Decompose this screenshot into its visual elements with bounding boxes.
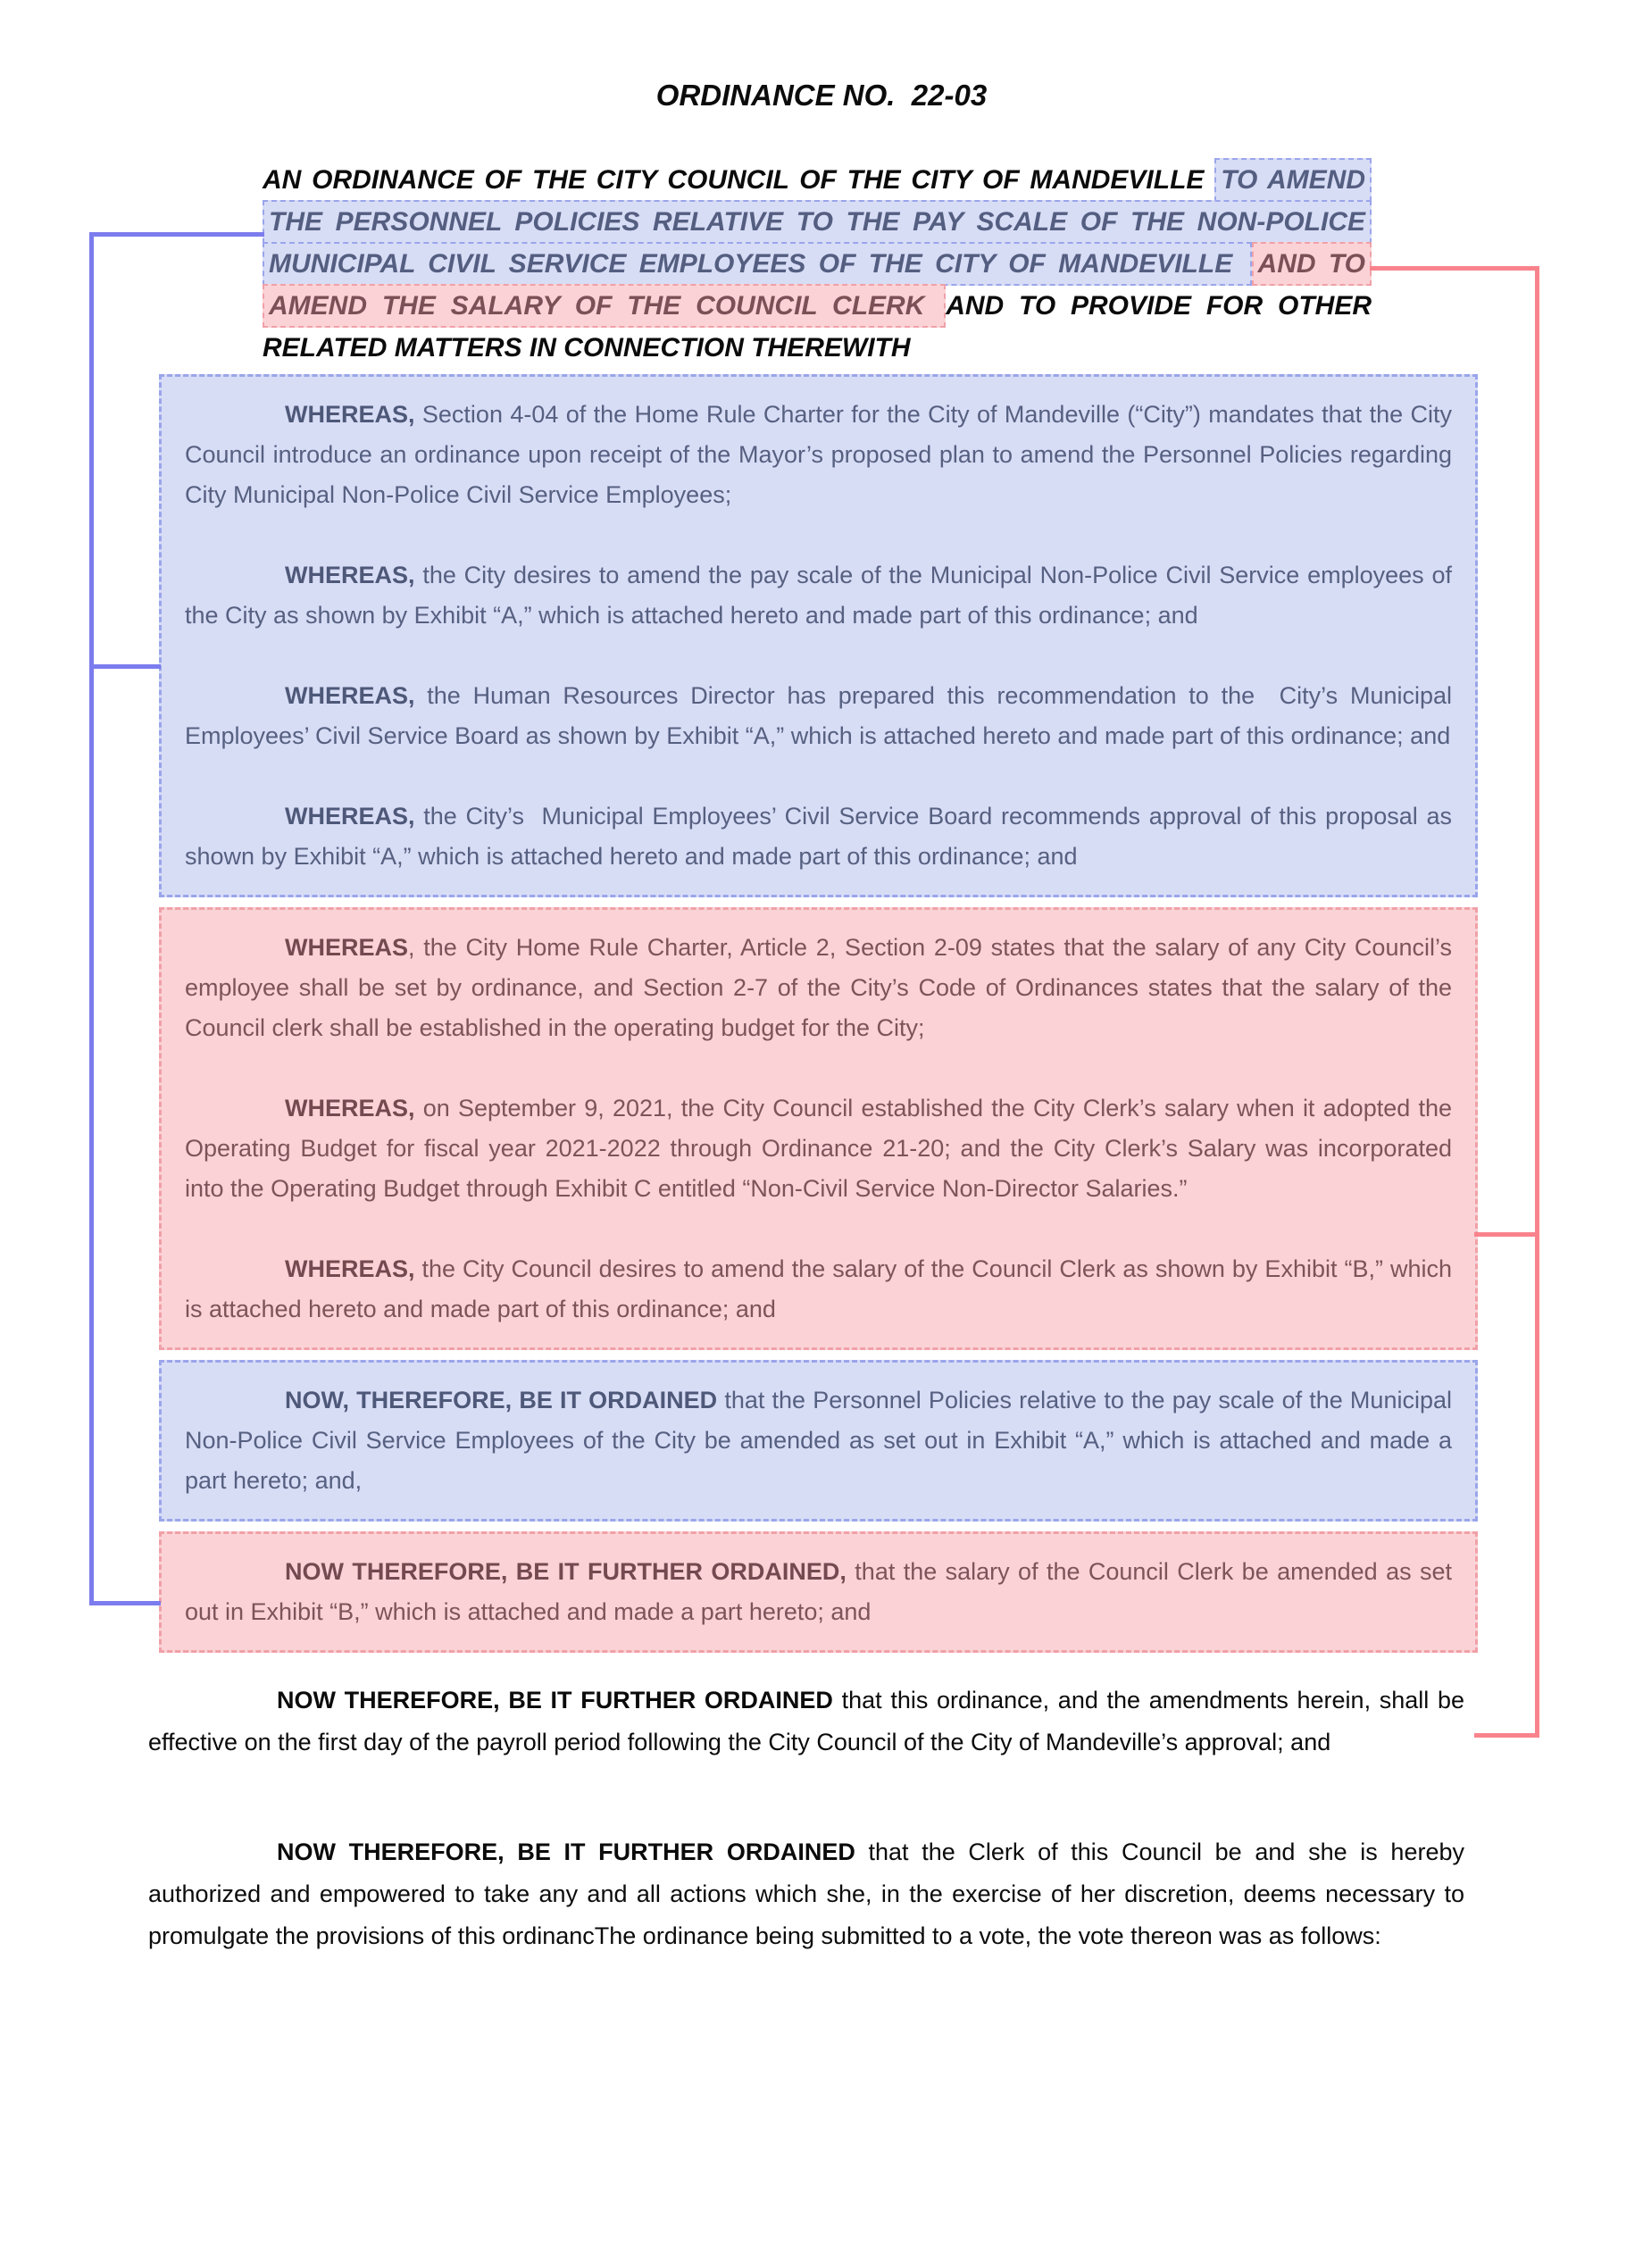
paragraph-text: that this ordinance, and the amendments herein, shall be effective on the first day of the payroll period following the City Council of the City of Mandeville’s approval; and bbox=[148, 1687, 1472, 1755]
whereas-paragraph bbox=[185, 676, 1459, 756]
paragraph-text: on September 9, 2021, the City Council established the City Clerk’s salary when it adopted the Operating Budget for fiscal year 2021-2022 through Ordinance 21-20; and the City Clerk’s Salary was incorporated into the Operating Budget through Exhibit C entitled “Non-Civil Service Non-Director Salaries.” bbox=[185, 1095, 1459, 1202]
document-body bbox=[159, 374, 1478, 1653]
paragraph-lead: NOW THEREFORE, BE IT FURTHER ORDAINED bbox=[277, 1687, 833, 1714]
paragraph-text: the City Council desires to amend the salary of the Council Clerk as shown by Exhibit “B,” which is attached hereto and made part of this ordinance; and bbox=[185, 1255, 1459, 1322]
whereas-paragraph bbox=[185, 928, 1459, 1048]
ordained-paragraph bbox=[185, 1552, 1459, 1632]
closing-section bbox=[148, 1680, 1472, 1957]
blue-bracket-vertical-line bbox=[89, 232, 94, 1605]
heading-line bbox=[263, 243, 1372, 285]
highlight-pink-segment: AND TO bbox=[1252, 242, 1372, 286]
paragraph-lead: NOW, THEREFORE, BE IT ORDAINED bbox=[285, 1387, 718, 1413]
closing-paragraph bbox=[148, 1680, 1472, 1764]
paragraph-lead: WHEREAS, bbox=[285, 562, 415, 588]
ordained-paragraph bbox=[185, 1380, 1459, 1501]
paragraph-text: the City desires to amend the pay scale of the Municipal Non-Police Civil Service employees of the City as shown by Exhibit “A,” which is attached hereto and made part of this ordinance; and bbox=[185, 562, 1459, 629]
heading-line bbox=[263, 327, 1372, 369]
red-bracket-vertical-line bbox=[1535, 266, 1539, 1738]
paragraph-text: , the City Home Rule Charter, Article 2, Section 2-09 states that the salary of any City Council’s employee shall be set by ordinance, and Section 2-7 of the City’s Code of Ordinances states that the salary of the Council clerk shall be established in the operating budget for the City; bbox=[185, 934, 1459, 1041]
heading-text-segment: RELATED MATTERS IN CONNECTION THEREWITH bbox=[263, 333, 911, 363]
ordinance-heading bbox=[263, 159, 1372, 369]
paragraph-text: the Human Resources Director has prepared this recommendation to the City’s Municipal Employees’ Civil Service Board as shown by Exhibit “A,” which is attached hereto and made part of this ordinance; and bbox=[185, 682, 1459, 749]
heading-text-segment: AN ORDINANCE OF THE CITY COUNCIL OF THE CITY OF MANDEVILLE bbox=[263, 165, 1215, 195]
paragraph-lead: WHEREAS, bbox=[285, 803, 415, 830]
paragraph-text: that the Personnel Policies relative to the pay scale of the Municipal Non-Police Civil Service Employees of the City be amended as set out in Exhibit “A,” which is attached and made a part hereto; and, bbox=[185, 1387, 1459, 1494]
blue-bracket-top-line bbox=[89, 232, 264, 237]
paragraph-lead: WHEREAS bbox=[285, 934, 409, 961]
blue-bracket-bottom-stub bbox=[89, 1601, 161, 1605]
whereas-paragraph bbox=[185, 1249, 1459, 1330]
whereas-block-pay-scale bbox=[159, 374, 1478, 897]
paragraph-lead: WHEREAS, bbox=[285, 401, 415, 428]
highlight-blue-segment: THE PERSONNEL POLICIES RELATIVE TO THE PAY SCALE OF THE NON-POLICE bbox=[263, 200, 1372, 244]
whereas-block-clerk-salary bbox=[159, 907, 1478, 1350]
paragraph-lead: WHEREAS, bbox=[285, 682, 415, 709]
heading-line bbox=[263, 159, 1372, 201]
highlight-pink-segment: AMEND THE SALARY OF THE COUNCIL CLERK bbox=[263, 284, 946, 328]
whereas-paragraph bbox=[185, 796, 1459, 877]
whereas-paragraph bbox=[185, 395, 1459, 515]
highlight-blue-segment: TO AMEND bbox=[1214, 158, 1372, 202]
heading-line bbox=[263, 285, 1372, 327]
paragraph-lead: NOW THEREFORE, BE IT FURTHER ORDAINED, bbox=[285, 1558, 847, 1585]
red-bracket-bottom-stub bbox=[1474, 1733, 1537, 1738]
ordained-block-pay-scale bbox=[159, 1360, 1478, 1522]
paragraph-lead: NOW THEREFORE, BE IT FURTHER ORDAINED bbox=[277, 1839, 855, 1865]
paragraph-lead: WHEREAS, bbox=[285, 1095, 415, 1121]
closing-paragraph bbox=[148, 1831, 1472, 1957]
paragraph-text: that the Clerk of this Council be and she is hereby authorized and empowered to take any and all actions which she, in the exercise of her discretion, deems necessary to promulgate the provisions of this ordinancThe ordinance being submitted to a vote, the vote thereon was as follows: bbox=[148, 1839, 1472, 1949]
paragraph-text: that the salary of the Council Clerk be amended as set out in Exhibit “B,” which is attached and made a part hereto; and bbox=[185, 1558, 1459, 1625]
ordained-block-clerk-salary bbox=[159, 1531, 1478, 1653]
paragraph-lead: WHEREAS, bbox=[285, 1255, 415, 1282]
ordinance-title: ORDINANCE NO. 22-03 bbox=[655, 79, 988, 112]
highlight-blue-segment: MUNICIPAL CIVIL SERVICE EMPLOYEES OF THE CITY OF MANDEVILLE bbox=[263, 242, 1252, 286]
whereas-paragraph bbox=[185, 555, 1459, 636]
red-bracket-middle-stub bbox=[1474, 1232, 1537, 1237]
whereas-paragraph bbox=[185, 1088, 1459, 1209]
blue-bracket-middle-stub bbox=[89, 664, 161, 669]
heading-line bbox=[263, 201, 1372, 243]
paragraph-text: the City’s Municipal Employees’ Civil Service Board recommends approval of this proposal as shown by Exhibit “A,” which is attached hereto and made part of this ordinance; and bbox=[185, 803, 1459, 870]
red-bracket-top-line bbox=[1370, 266, 1539, 271]
heading-text-segment: AND TO PROVIDE FOR OTHER bbox=[946, 291, 1372, 321]
paragraph-text: Section 4-04 of the Home Rule Charter for the City of Mandeville (“City”) mandates that the City Council introduce an ordinance upon receipt of the Mayor’s proposed plan to amend the Personnel Policies regarding City Municipal Non-Police Civil Service Employees; bbox=[185, 401, 1459, 508]
